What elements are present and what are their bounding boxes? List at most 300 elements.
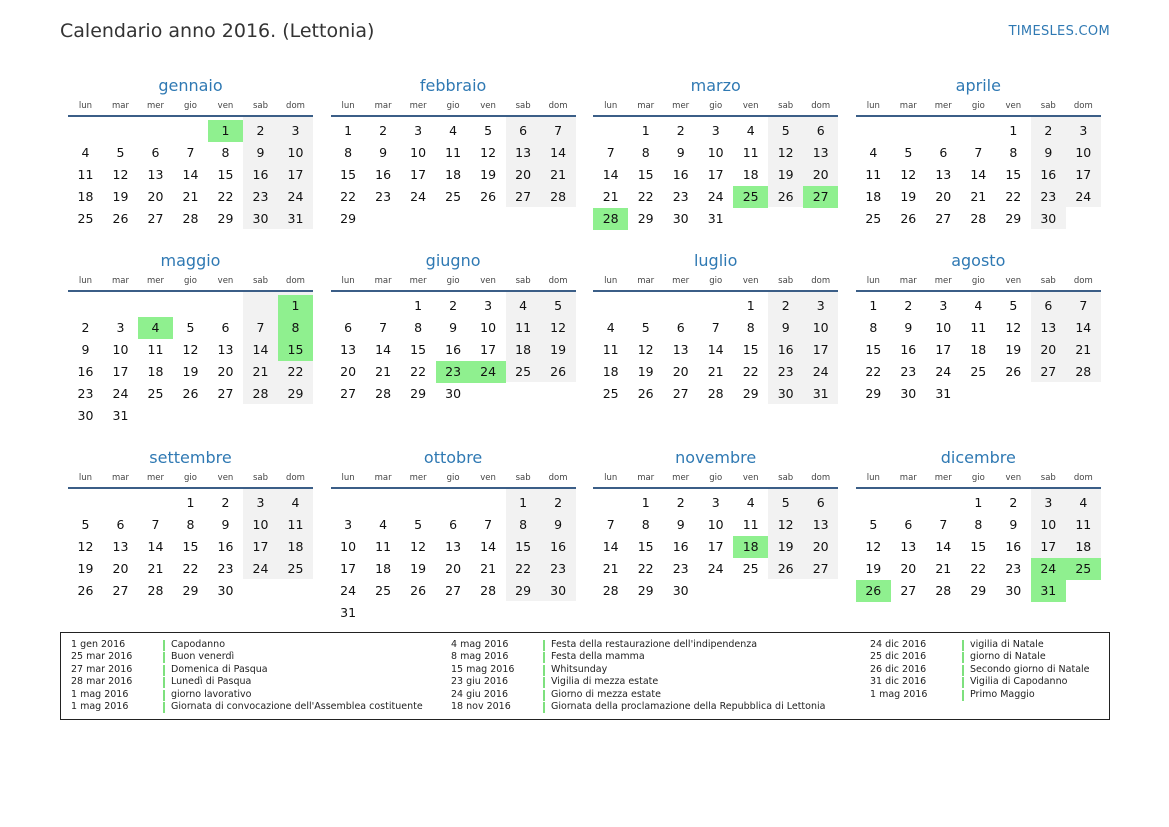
day-cell[interactable]: 3 <box>711 123 720 138</box>
day-cell[interactable]: 6 <box>449 517 458 532</box>
day-cell[interactable]: 24 <box>252 561 269 576</box>
day-cell[interactable]: 15 <box>637 539 654 554</box>
day-cell[interactable]: 30 <box>1040 211 1057 226</box>
day-cell[interactable]: 28 <box>480 583 497 598</box>
day-cell[interactable]: 21 <box>602 189 619 204</box>
day-cell[interactable]: 30 <box>445 386 462 401</box>
day-cell[interactable]: 10 <box>252 517 269 532</box>
day-cell[interactable]: 7 <box>974 145 983 160</box>
day-cell[interactable]: 9 <box>1009 517 1018 532</box>
day-cell[interactable]: 26 <box>1005 364 1022 379</box>
day-cell[interactable]: 1 <box>869 298 878 313</box>
day-cell[interactable]: 16 <box>672 539 689 554</box>
day-cell[interactable]: 3 <box>939 298 948 313</box>
day-cell[interactable]: 14 <box>602 167 619 182</box>
day-cell[interactable]: 2 <box>554 495 563 510</box>
day-cell[interactable]: 5 <box>1009 298 1018 313</box>
day-cell[interactable]: 29 <box>742 386 759 401</box>
day-cell[interactable]: 18 <box>1075 539 1092 554</box>
holiday-day-cell[interactable]: 27 <box>803 186 838 208</box>
day-cell[interactable]: 30 <box>217 583 234 598</box>
day-cell[interactable]: 21 <box>1075 342 1092 357</box>
holiday-day-cell[interactable]: 26 <box>856 580 891 602</box>
day-cell[interactable]: 20 <box>812 167 829 182</box>
day-cell[interactable]: 24 <box>812 364 829 379</box>
day-cell[interactable]: 12 <box>1005 320 1022 335</box>
day-cell[interactable]: 19 <box>637 364 654 379</box>
day-cell[interactable]: 16 <box>1040 167 1057 182</box>
day-cell[interactable]: 13 <box>900 539 917 554</box>
day-cell[interactable]: 11 <box>1075 517 1092 532</box>
day-cell[interactable]: 20 <box>1040 342 1057 357</box>
day-cell[interactable]: 9 <box>904 320 913 335</box>
day-cell[interactable]: 2 <box>256 123 265 138</box>
day-cell[interactable]: 10 <box>287 145 304 160</box>
day-cell[interactable]: 8 <box>641 145 650 160</box>
day-cell[interactable]: 9 <box>256 145 265 160</box>
day-cell[interactable]: 29 <box>865 386 882 401</box>
day-cell[interactable]: 23 <box>217 561 234 576</box>
day-cell[interactable]: 1 <box>641 123 650 138</box>
holiday-day-cell[interactable]: 24 <box>471 361 506 383</box>
day-cell[interactable]: 13 <box>340 342 357 357</box>
day-cell[interactable]: 17 <box>935 342 952 357</box>
day-cell[interactable]: 15 <box>970 539 987 554</box>
day-cell[interactable]: 25 <box>287 561 304 576</box>
day-cell[interactable]: 26 <box>777 561 794 576</box>
day-cell[interactable]: 31 <box>112 408 129 423</box>
day-cell[interactable]: 14 <box>707 342 724 357</box>
day-cell[interactable]: 30 <box>77 408 94 423</box>
day-cell[interactable]: 7 <box>186 145 195 160</box>
day-cell[interactable]: 1 <box>641 495 650 510</box>
day-cell[interactable]: 8 <box>869 320 878 335</box>
day-cell[interactable]: 31 <box>935 386 952 401</box>
day-cell[interactable]: 20 <box>340 364 357 379</box>
day-cell[interactable]: 16 <box>550 539 567 554</box>
day-cell[interactable]: 22 <box>637 561 654 576</box>
day-cell[interactable]: 29 <box>410 386 427 401</box>
day-cell[interactable]: 15 <box>340 167 357 182</box>
day-cell[interactable]: 10 <box>410 145 427 160</box>
day-cell[interactable]: 12 <box>550 320 567 335</box>
day-cell[interactable]: 29 <box>340 211 357 226</box>
day-cell[interactable]: 7 <box>484 517 493 532</box>
day-cell[interactable]: 25 <box>865 211 882 226</box>
day-cell[interactable]: 6 <box>939 145 948 160</box>
day-cell[interactable]: 22 <box>182 561 199 576</box>
day-cell[interactable]: 23 <box>1040 189 1057 204</box>
day-cell[interactable]: 16 <box>77 364 94 379</box>
day-cell[interactable]: 20 <box>515 167 532 182</box>
day-cell[interactable]: 27 <box>1040 364 1057 379</box>
day-cell[interactable]: 10 <box>112 342 129 357</box>
day-cell[interactable]: 18 <box>147 364 164 379</box>
day-cell[interactable]: 5 <box>414 517 423 532</box>
day-cell[interactable]: 13 <box>112 539 129 554</box>
day-cell[interactable]: 21 <box>147 561 164 576</box>
day-cell[interactable]: 7 <box>151 517 160 532</box>
day-cell[interactable]: 2 <box>1009 495 1018 510</box>
day-cell[interactable]: 10 <box>707 517 724 532</box>
day-cell[interactable]: 17 <box>1075 167 1092 182</box>
day-cell[interactable]: 24 <box>1075 189 1092 204</box>
day-cell[interactable]: 11 <box>970 320 987 335</box>
day-cell[interactable]: 21 <box>252 364 269 379</box>
day-cell[interactable]: 4 <box>379 517 388 532</box>
day-cell[interactable]: 16 <box>252 167 269 182</box>
day-cell[interactable]: 13 <box>217 342 234 357</box>
day-cell[interactable]: 18 <box>970 342 987 357</box>
day-cell[interactable]: 17 <box>340 561 357 576</box>
day-cell[interactable]: 24 <box>935 364 952 379</box>
day-cell[interactable]: 23 <box>375 189 392 204</box>
day-cell[interactable]: 16 <box>217 539 234 554</box>
day-cell[interactable]: 13 <box>1040 320 1057 335</box>
day-cell[interactable]: 4 <box>606 320 615 335</box>
holiday-day-cell[interactable]: 1 <box>208 120 243 142</box>
day-cell[interactable]: 6 <box>519 123 528 138</box>
day-cell[interactable]: 15 <box>515 539 532 554</box>
day-cell[interactable]: 3 <box>711 495 720 510</box>
day-cell[interactable]: 2 <box>904 298 913 313</box>
day-cell[interactable]: 22 <box>742 364 759 379</box>
day-cell[interactable]: 25 <box>445 189 462 204</box>
day-cell[interactable]: 21 <box>375 364 392 379</box>
day-cell[interactable]: 2 <box>449 298 458 313</box>
day-cell[interactable]: 26 <box>112 211 129 226</box>
day-cell[interactable]: 24 <box>112 386 129 401</box>
day-cell[interactable]: 30 <box>672 211 689 226</box>
day-cell[interactable]: 10 <box>935 320 952 335</box>
day-cell[interactable]: 26 <box>637 386 654 401</box>
day-cell[interactable]: 26 <box>480 189 497 204</box>
day-cell[interactable]: 11 <box>742 145 759 160</box>
day-cell[interactable]: 19 <box>77 561 94 576</box>
day-cell[interactable]: 18 <box>865 189 882 204</box>
day-cell[interactable]: 25 <box>515 364 532 379</box>
day-cell[interactable]: 26 <box>182 386 199 401</box>
day-cell[interactable]: 1 <box>186 495 195 510</box>
day-cell[interactable]: 3 <box>816 298 825 313</box>
day-cell[interactable]: 16 <box>1005 539 1022 554</box>
day-cell[interactable]: 26 <box>410 583 427 598</box>
day-cell[interactable]: 31 <box>287 211 304 226</box>
day-cell[interactable]: 10 <box>707 145 724 160</box>
day-cell[interactable]: 7 <box>554 123 563 138</box>
day-cell[interactable]: 11 <box>77 167 94 182</box>
day-cell[interactable]: 7 <box>606 517 615 532</box>
day-cell[interactable]: 9 <box>554 517 563 532</box>
day-cell[interactable]: 6 <box>116 517 125 532</box>
day-cell[interactable]: 10 <box>340 539 357 554</box>
day-cell[interactable]: 4 <box>974 298 983 313</box>
day-cell[interactable]: 12 <box>480 145 497 160</box>
day-cell[interactable]: 1 <box>974 495 983 510</box>
day-cell[interactable]: 10 <box>1040 517 1057 532</box>
day-cell[interactable]: 1 <box>344 123 353 138</box>
holiday-day-cell[interactable]: 18 <box>733 536 768 558</box>
day-cell[interactable]: 27 <box>112 583 129 598</box>
day-cell[interactable]: 9 <box>81 342 90 357</box>
day-cell[interactable]: 16 <box>375 167 392 182</box>
day-cell[interactable]: 4 <box>291 495 300 510</box>
day-cell[interactable]: 8 <box>974 517 983 532</box>
brand-logo[interactable]: TIMESLES.COM <box>1008 24 1110 39</box>
day-cell[interactable]: 28 <box>550 189 567 204</box>
day-cell[interactable]: 14 <box>1075 320 1092 335</box>
day-cell[interactable]: 19 <box>777 539 794 554</box>
day-cell[interactable]: 17 <box>812 342 829 357</box>
day-cell[interactable]: 28 <box>970 211 987 226</box>
day-cell[interactable]: 22 <box>970 561 987 576</box>
day-cell[interactable]: 12 <box>112 167 129 182</box>
day-cell[interactable]: 24 <box>287 189 304 204</box>
day-cell[interactable]: 1 <box>746 298 755 313</box>
day-cell[interactable]: 22 <box>217 189 234 204</box>
day-cell[interactable]: 11 <box>742 517 759 532</box>
day-cell[interactable]: 6 <box>904 517 913 532</box>
day-cell[interactable]: 17 <box>480 342 497 357</box>
day-cell[interactable]: 17 <box>112 364 129 379</box>
day-cell[interactable]: 19 <box>112 189 129 204</box>
day-cell[interactable]: 21 <box>970 189 987 204</box>
day-cell[interactable]: 15 <box>742 342 759 357</box>
day-cell[interactable]: 21 <box>182 189 199 204</box>
day-cell[interactable]: 17 <box>252 539 269 554</box>
day-cell[interactable]: 29 <box>637 211 654 226</box>
day-cell[interactable]: 8 <box>641 517 650 532</box>
day-cell[interactable]: 1 <box>519 495 528 510</box>
day-cell[interactable]: 10 <box>1075 145 1092 160</box>
day-cell[interactable]: 11 <box>602 342 619 357</box>
holiday-day-cell[interactable]: 31 <box>1031 580 1066 602</box>
day-cell[interactable]: 6 <box>676 320 685 335</box>
day-cell[interactable]: 6 <box>221 320 230 335</box>
day-cell[interactable]: 2 <box>379 123 388 138</box>
day-cell[interactable]: 18 <box>375 561 392 576</box>
day-cell[interactable]: 14 <box>480 539 497 554</box>
day-cell[interactable]: 27 <box>935 211 952 226</box>
day-cell[interactable]: 23 <box>777 364 794 379</box>
day-cell[interactable]: 26 <box>77 583 94 598</box>
day-cell[interactable]: 27 <box>812 561 829 576</box>
day-cell[interactable]: 9 <box>379 145 388 160</box>
day-cell[interactable]: 7 <box>939 517 948 532</box>
day-cell[interactable]: 18 <box>77 189 94 204</box>
day-cell[interactable]: 24 <box>410 189 427 204</box>
day-cell[interactable]: 9 <box>676 145 685 160</box>
day-cell[interactable]: 30 <box>777 386 794 401</box>
day-cell[interactable]: 1 <box>1009 123 1018 138</box>
day-cell[interactable]: 30 <box>252 211 269 226</box>
day-cell[interactable]: 31 <box>707 211 724 226</box>
day-cell[interactable]: 27 <box>147 211 164 226</box>
day-cell[interactable]: 4 <box>746 495 755 510</box>
day-cell[interactable]: 24 <box>340 583 357 598</box>
day-cell[interactable]: 30 <box>1005 583 1022 598</box>
day-cell[interactable]: 10 <box>480 320 497 335</box>
day-cell[interactable]: 4 <box>1079 495 1088 510</box>
day-cell[interactable]: 28 <box>252 386 269 401</box>
day-cell[interactable]: 7 <box>379 320 388 335</box>
day-cell[interactable]: 7 <box>606 145 615 160</box>
day-cell[interactable]: 5 <box>781 123 790 138</box>
day-cell[interactable]: 8 <box>414 320 423 335</box>
day-cell[interactable]: 6 <box>151 145 160 160</box>
day-cell[interactable]: 3 <box>344 517 353 532</box>
day-cell[interactable]: 4 <box>519 298 528 313</box>
day-cell[interactable]: 17 <box>1040 539 1057 554</box>
day-cell[interactable]: 3 <box>256 495 265 510</box>
day-cell[interactable]: 26 <box>900 211 917 226</box>
day-cell[interactable]: 22 <box>515 561 532 576</box>
day-cell[interactable]: 5 <box>869 517 878 532</box>
day-cell[interactable]: 27 <box>217 386 234 401</box>
day-cell[interactable]: 29 <box>287 386 304 401</box>
day-cell[interactable]: 11 <box>147 342 164 357</box>
day-cell[interactable]: 22 <box>1005 189 1022 204</box>
day-cell[interactable]: 23 <box>77 386 94 401</box>
day-cell[interactable]: 25 <box>147 386 164 401</box>
day-cell[interactable]: 27 <box>340 386 357 401</box>
day-cell[interactable]: 28 <box>147 583 164 598</box>
day-cell[interactable]: 2 <box>676 495 685 510</box>
day-cell[interactable]: 17 <box>410 167 427 182</box>
day-cell[interactable]: 21 <box>707 364 724 379</box>
day-cell[interactable]: 10 <box>812 320 829 335</box>
holiday-day-cell[interactable]: 4 <box>138 317 173 339</box>
day-cell[interactable]: 17 <box>707 539 724 554</box>
day-cell[interactable]: 11 <box>375 539 392 554</box>
day-cell[interactable]: 12 <box>77 539 94 554</box>
day-cell[interactable]: 5 <box>484 123 493 138</box>
day-cell[interactable]: 7 <box>256 320 265 335</box>
holiday-day-cell[interactable]: 25 <box>1066 558 1101 580</box>
day-cell[interactable]: 23 <box>252 189 269 204</box>
day-cell[interactable]: 8 <box>746 320 755 335</box>
day-cell[interactable]: 28 <box>602 583 619 598</box>
day-cell[interactable]: 23 <box>550 561 567 576</box>
day-cell[interactable]: 18 <box>287 539 304 554</box>
day-cell[interactable]: 19 <box>900 189 917 204</box>
day-cell[interactable]: 22 <box>287 364 304 379</box>
day-cell[interactable]: 3 <box>1044 495 1053 510</box>
day-cell[interactable]: 16 <box>445 342 462 357</box>
day-cell[interactable]: 14 <box>375 342 392 357</box>
day-cell[interactable]: 4 <box>869 145 878 160</box>
day-cell[interactable]: 9 <box>221 517 230 532</box>
day-cell[interactable]: 28 <box>375 386 392 401</box>
day-cell[interactable]: 24 <box>707 561 724 576</box>
day-cell[interactable]: 20 <box>672 364 689 379</box>
day-cell[interactable]: 12 <box>410 539 427 554</box>
day-cell[interactable]: 11 <box>287 517 304 532</box>
day-cell[interactable]: 29 <box>970 583 987 598</box>
day-cell[interactable]: 12 <box>777 517 794 532</box>
day-cell[interactable]: 19 <box>1005 342 1022 357</box>
day-cell[interactable]: 28 <box>707 386 724 401</box>
day-cell[interactable]: 11 <box>865 167 882 182</box>
day-cell[interactable]: 17 <box>707 167 724 182</box>
day-cell[interactable]: 11 <box>515 320 532 335</box>
day-cell[interactable]: 11 <box>445 145 462 160</box>
day-cell[interactable]: 15 <box>182 539 199 554</box>
day-cell[interactable]: 5 <box>186 320 195 335</box>
day-cell[interactable]: 19 <box>777 167 794 182</box>
day-cell[interactable]: 13 <box>147 167 164 182</box>
day-cell[interactable]: 8 <box>221 145 230 160</box>
day-cell[interactable]: 4 <box>81 145 90 160</box>
day-cell[interactable]: 19 <box>182 364 199 379</box>
day-cell[interactable]: 5 <box>641 320 650 335</box>
day-cell[interactable]: 17 <box>287 167 304 182</box>
day-cell[interactable]: 28 <box>182 211 199 226</box>
day-cell[interactable]: 3 <box>1079 123 1088 138</box>
day-cell[interactable]: 18 <box>742 167 759 182</box>
day-cell[interactable]: 22 <box>865 364 882 379</box>
day-cell[interactable]: 14 <box>550 145 567 160</box>
day-cell[interactable]: 14 <box>147 539 164 554</box>
day-cell[interactable]: 2 <box>1044 123 1053 138</box>
day-cell[interactable]: 21 <box>935 561 952 576</box>
day-cell[interactable]: 2 <box>781 298 790 313</box>
day-cell[interactable]: 3 <box>291 123 300 138</box>
day-cell[interactable]: 15 <box>217 167 234 182</box>
day-cell[interactable]: 20 <box>900 561 917 576</box>
holiday-day-cell[interactable]: 8 <box>278 317 313 339</box>
day-cell[interactable]: 29 <box>182 583 199 598</box>
day-cell[interactable]: 8 <box>519 517 528 532</box>
day-cell[interactable]: 2 <box>676 123 685 138</box>
day-cell[interactable]: 18 <box>445 167 462 182</box>
day-cell[interactable]: 13 <box>812 517 829 532</box>
day-cell[interactable]: 3 <box>484 298 493 313</box>
day-cell[interactable]: 5 <box>781 495 790 510</box>
day-cell[interactable]: 14 <box>182 167 199 182</box>
day-cell[interactable]: 5 <box>904 145 913 160</box>
day-cell[interactable]: 22 <box>637 189 654 204</box>
day-cell[interactable]: 30 <box>550 583 567 598</box>
day-cell[interactable]: 9 <box>781 320 790 335</box>
day-cell[interactable]: 29 <box>637 583 654 598</box>
day-cell[interactable]: 2 <box>81 320 90 335</box>
day-cell[interactable]: 16 <box>672 167 689 182</box>
day-cell[interactable]: 22 <box>410 364 427 379</box>
day-cell[interactable]: 25 <box>602 386 619 401</box>
day-cell[interactable]: 15 <box>637 167 654 182</box>
day-cell[interactable]: 14 <box>935 539 952 554</box>
day-cell[interactable]: 30 <box>672 583 689 598</box>
day-cell[interactable]: 16 <box>900 342 917 357</box>
day-cell[interactable]: 14 <box>970 167 987 182</box>
day-cell[interactable]: 12 <box>637 342 654 357</box>
holiday-day-cell[interactable]: 15 <box>278 339 313 361</box>
day-cell[interactable]: 28 <box>1075 364 1092 379</box>
day-cell[interactable]: 20 <box>812 539 829 554</box>
day-cell[interactable]: 6 <box>816 123 825 138</box>
day-cell[interactable]: 9 <box>1044 145 1053 160</box>
day-cell[interactable]: 5 <box>116 145 125 160</box>
day-cell[interactable]: 19 <box>865 561 882 576</box>
day-cell[interactable]: 19 <box>410 561 427 576</box>
day-cell[interactable]: 25 <box>970 364 987 379</box>
day-cell[interactable]: 21 <box>602 561 619 576</box>
day-cell[interactable]: 6 <box>816 495 825 510</box>
day-cell[interactable]: 22 <box>340 189 357 204</box>
day-cell[interactable]: 15 <box>865 342 882 357</box>
day-cell[interactable]: 3 <box>116 320 125 335</box>
